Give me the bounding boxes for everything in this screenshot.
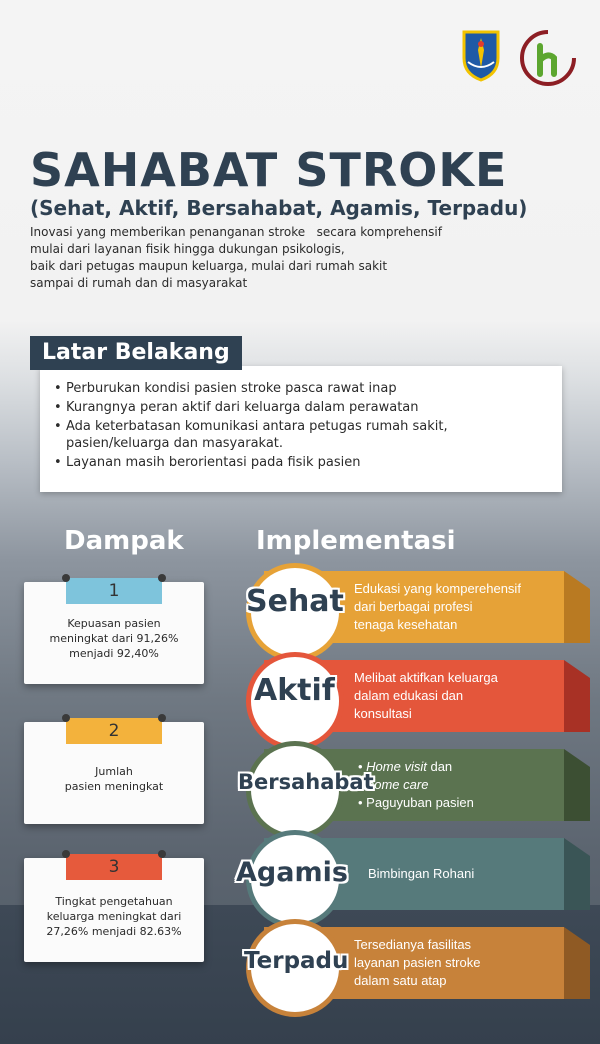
desc-text: Paguyuban pasien <box>366 795 474 810</box>
dampak-card-2 <box>24 722 204 824</box>
desc-text: dan <box>426 759 453 774</box>
dampak-text-line: pasien meningkat <box>64 780 164 793</box>
desc-line: Tersedianya fasilitas <box>354 937 472 952</box>
implementasi-description <box>354 571 559 643</box>
dampak-text-line: 27,26% menjadi 82.63% <box>46 925 182 938</box>
badge-bersahabat: Bersahabat <box>238 770 374 794</box>
implementasi-description <box>354 660 559 732</box>
dampak-text-line: Jumlah <box>95 765 133 778</box>
list-item-line: pasien/keluarga dan masyarakat. <box>66 436 284 451</box>
list-item: • Perburukan kondisi pasien stroke pasca rawat inap <box>54 380 562 397</box>
latar-belakang-list <box>40 366 562 471</box>
dampak-text-line: Tingkat pengetahuan <box>55 895 173 908</box>
implementasi-description <box>358 749 563 821</box>
implementasi-bar-side <box>564 927 590 999</box>
intro-text <box>30 224 530 292</box>
intro-line: mulai dari layanan fisik hingga dukungan psikologis, <box>30 242 345 256</box>
desc-italic: Home visit <box>366 759 427 774</box>
dampak-text <box>32 616 196 661</box>
dampak-number: 2 <box>108 721 120 741</box>
dampak-text <box>32 894 196 939</box>
desc-line: Bimbingan Rohani <box>368 866 475 881</box>
dampak-card-3 <box>24 858 204 962</box>
implementasi-bar-side <box>564 571 590 643</box>
dampak-text <box>32 764 196 794</box>
page-title: SAHABAT STROKE <box>30 143 508 197</box>
latar-belakang-heading: Latar Belakang <box>30 336 242 370</box>
list-item: • Layanan masih berorientasi pada fisik pasien <box>54 454 562 471</box>
dampak-number-tab <box>66 578 162 604</box>
list-item-line: Ada keterbatasan komunikasi antara petugas rumah sakit, <box>66 419 448 434</box>
implementasi-bar-side <box>564 749 590 821</box>
badge-sehat: Sehat <box>246 584 344 619</box>
desc-line: dalam satu atap <box>354 973 447 988</box>
badge-agamis: Agamis <box>236 857 348 888</box>
dampak-number: 3 <box>108 857 120 877</box>
implementasi-bar-side <box>564 660 590 732</box>
dampak-text-line: Kepuasan pasien <box>67 617 161 630</box>
intro-line: Inovasi yang memberikan penanganan stroke secara komprehensif <box>30 225 442 239</box>
dampak-number: 1 <box>108 581 120 601</box>
hospital-h-logo-icon <box>518 28 578 88</box>
dampak-text-line: keluarga meningkat dari <box>46 910 182 923</box>
desc-line: layanan pasien stroke <box>354 955 481 970</box>
desc-line <box>358 776 563 794</box>
desc-italic: home care <box>367 777 429 792</box>
latar-belakang-box <box>40 366 562 492</box>
desc-line: Melibat aktifkan keluarga <box>354 670 498 685</box>
intro-line: sampai di rumah dan di masyarakat <box>30 276 248 290</box>
implementasi-heading: Implementasi <box>256 526 456 556</box>
intro-line: baik dari petugas maupun keluarga, mulai dari rumah sakit <box>30 259 388 273</box>
dampak-text-line: meningkat dari 91,26% <box>49 632 179 645</box>
dampak-heading: Dampak <box>64 526 184 556</box>
desc-line: Edukasi yang komperehensif <box>354 581 521 596</box>
list-item: • Kurangnya peran aktif dari keluarga dalam perawatan <box>54 399 562 416</box>
desc-line: konsultasi <box>354 706 412 721</box>
page-subtitle: (Sehat, Aktif, Bersahabat, Agamis, Terpadu) <box>30 196 528 220</box>
desc-bullet: • Paguyuban pasien <box>358 795 474 810</box>
dampak-number-tab <box>66 718 162 744</box>
dampak-number-tab <box>66 854 162 880</box>
badge-aktif: Aktif <box>254 673 335 708</box>
implementasi-description <box>354 927 559 999</box>
list-item <box>54 418 562 452</box>
dampak-card-1 <box>24 582 204 684</box>
east-java-crest-icon <box>460 28 502 82</box>
desc-bullet: • Home visit dan <box>358 759 453 774</box>
desc-line: tenaga kesehatan <box>354 617 458 632</box>
dampak-text-line: menjadi 92,40% <box>69 647 159 660</box>
implementasi-description <box>368 838 573 910</box>
desc-line: dari berbagai profesi <box>354 599 473 614</box>
badge-terpadu: Terpadu <box>244 948 349 974</box>
desc-line: dalam edukasi dan <box>354 688 464 703</box>
